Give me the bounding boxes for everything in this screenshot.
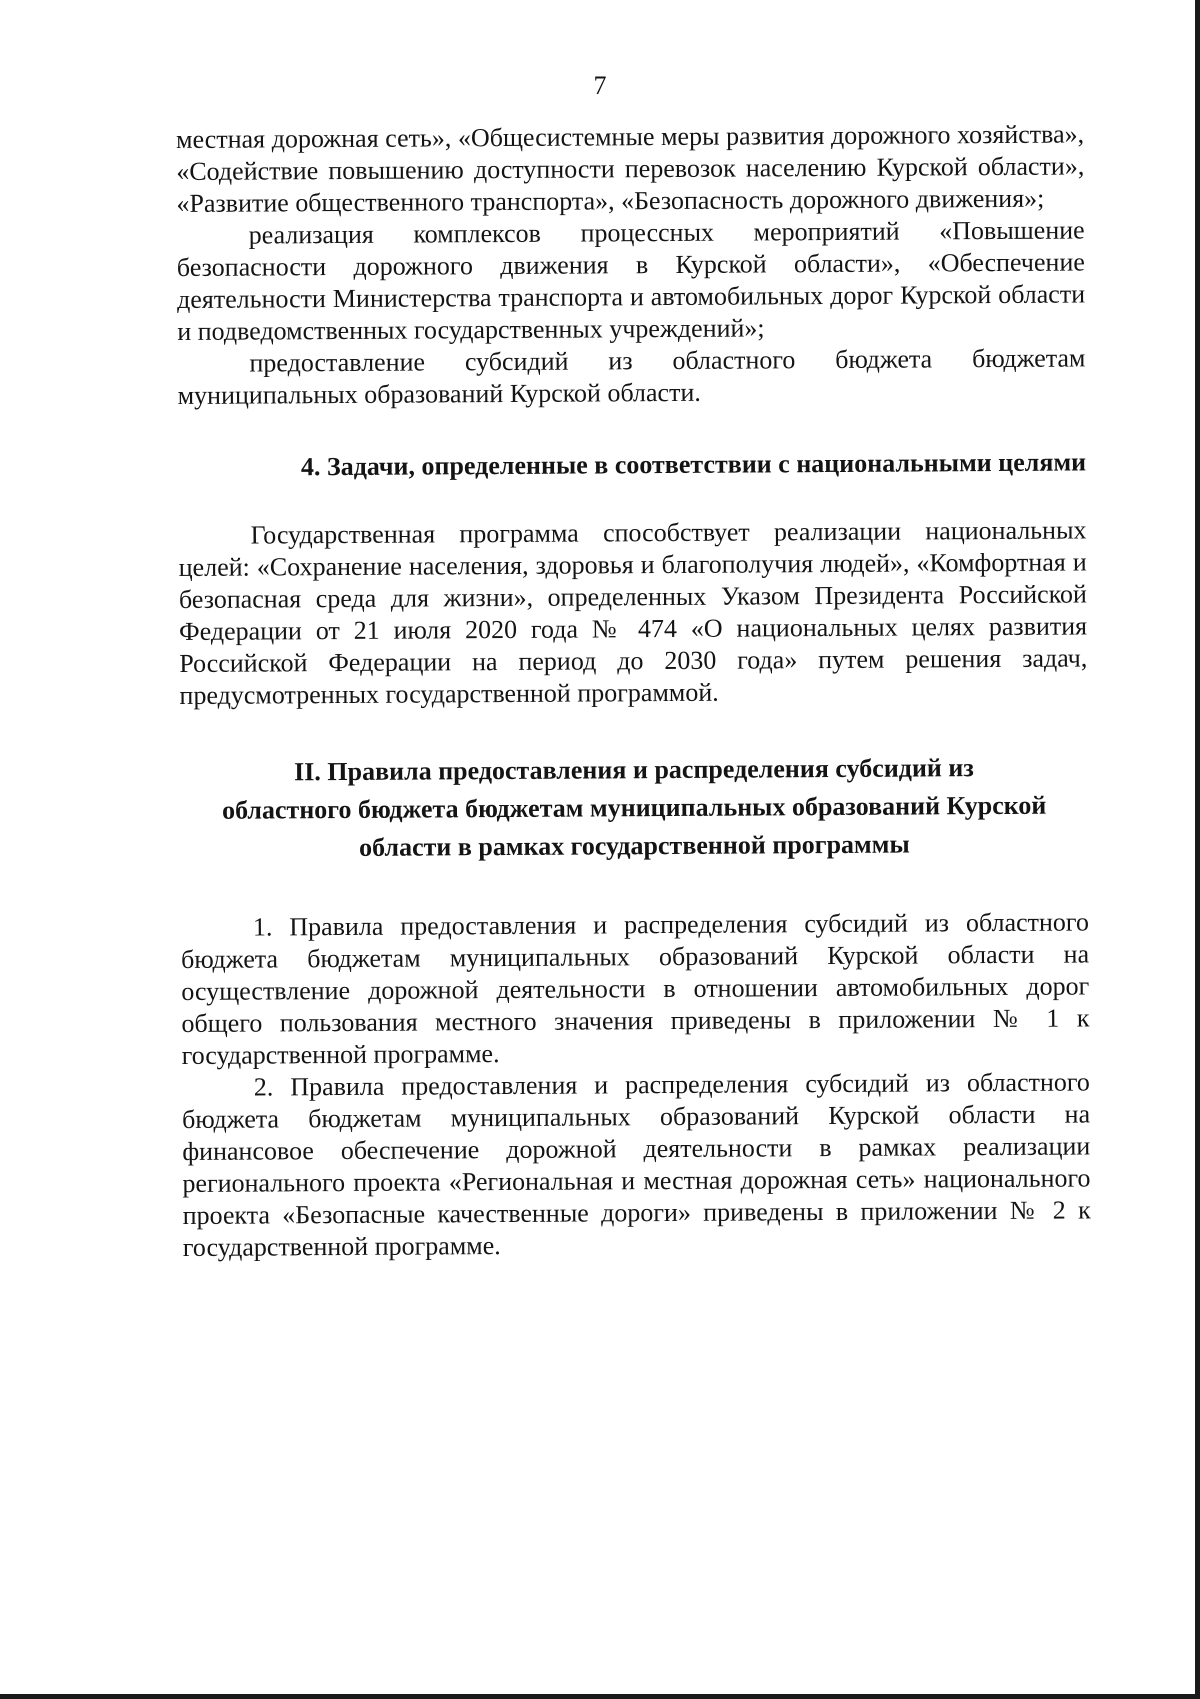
scan-edge-right (1195, 0, 1200, 1699)
paragraph-continuation: местная дорожная сеть», «Общесистемные меры развития дорожного хозяйства», «Содействие повышению доступности перевозок населению Курской области», «Развитие общественного транспорта», «Безопасность дорожного движения»; (176, 119, 1085, 218)
scan-edge-bottom (0, 1694, 1200, 1699)
paragraph-process-measures: реализация комплексов процессных мероприятий «Повышение безопасности дорожного движения в Курской области», «Обеспечение деятельности Министерства транспорта и автомобильных дорог Курской области и подведомственных государственных учреждений»; (176, 215, 1086, 346)
heading-section-II-line-1: II. Правила предоставления и распределения субсидий из (294, 753, 974, 787)
paragraph-national-goals: Государственная программа способствует реализации национальных целей: «Сохранение населения, здоровья и благополучия людей», «Комфортная и безопасная среда для жизни», определенных Указом Президента Российской Федерации от 21 июля 2020 года № 474 «О национальных целях развития Российской Федерации на период до 2030 года» путем решения задач, предусмотренных государственной программой. (178, 515, 1088, 710)
paragraph-rule-2: 2. Правила предоставления и распределения субсидий из областного бюджета бюджетам муниципальных образований Курской области на финансовое обеспечение дорожной деятельности в рамках реализации регионального проекта «Региональная и местная дорожная сеть» национального проекта «Безопасные качественные дороги» приведены в приложении № 2 к государственной программе. (181, 1067, 1091, 1262)
document-body (176, 118, 1091, 1264)
heading-section-II (180, 748, 1089, 868)
heading-section-II-line-3: области в рамках государственной программы (359, 829, 910, 862)
heading-section-II-line-2: областного бюджета бюджетам муниципальных образований Курской (221, 790, 1047, 825)
heading-section-4: 4. Задачи, определенные в соответствии с национальными целями (300, 447, 1087, 482)
paragraph-subsidies: предоставление субсидий из областного бюджета бюджетам муниципальных образований Курской области. (177, 343, 1086, 410)
paragraph-rule-1: 1. Правила предоставления и распределения субсидий из областного бюджета бюджетам муниципальных образований Курской области на осуществление дорожной деятельности в отношении автомобильных дорог общего пользования местного значения приведены в приложении № 1 к государственной программе. (181, 907, 1090, 1070)
page-number: 7 (593, 71, 607, 100)
